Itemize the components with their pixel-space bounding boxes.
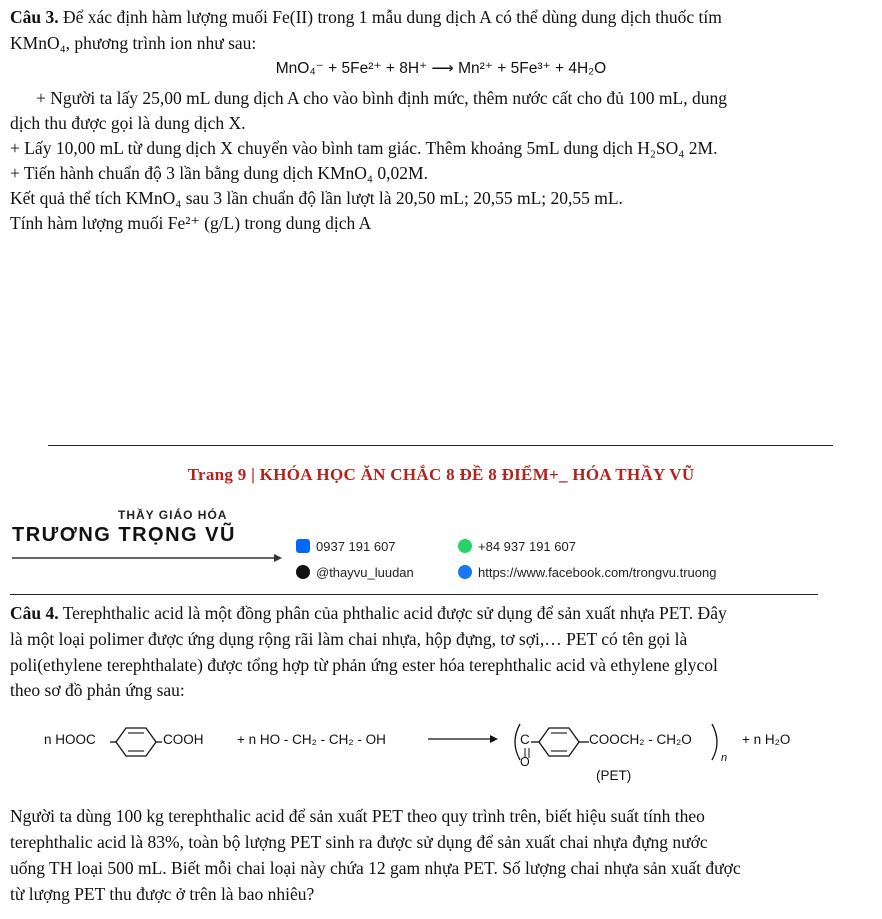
q4-line-1 <box>10 602 727 625</box>
product-carbonyl-oxygen: O <box>520 755 530 769</box>
contact-phone-2[interactable] <box>458 539 576 554</box>
phone-2-text: +84 937 191 607 <box>478 539 576 554</box>
header-name: TRƯƠNG TRỌNG VŨ <box>12 524 236 546</box>
q3-line-5: + Lấy 10,00 mL từ dung dịch X chuyển vào bình tam giác. Thêm khoảng 5mL dung dịch H₂SO₄ 2M. <box>10 138 718 158</box>
q3-line-4: dịch thu được gọi là dung dịch X. <box>10 113 246 133</box>
zalo-icon <box>296 539 310 553</box>
pet-label: (PET) <box>596 768 632 783</box>
whatsapp-icon <box>458 539 472 553</box>
q4-line-4: theo sơ đồ phản ứng sau: <box>10 680 185 700</box>
product-subscript-n: n <box>721 752 728 764</box>
q4-line-7: uống TH loại 500 mL. Biết mỗi chai loại này chứa 12 gam nhựa PET. Số lượng chai nhựa sản xuất được <box>10 858 741 878</box>
q3-text-1: Để xác định hàm lượng muối Fe(II) trong 1 mẫu dung dịch A có thể dùng dung dịch thuốc tím <box>63 7 722 27</box>
facebook-icon <box>458 565 472 579</box>
facebook-text: https://www.facebook.com/trongvu.truong <box>478 565 717 580</box>
tiktok-icon <box>296 565 310 579</box>
q3-line-8: Tính hàm lượng muối Fe²⁺ (g/L) trong dung dịch A <box>10 213 372 233</box>
phone-1-text: 0937 191 607 <box>316 539 396 554</box>
reactant-2: + n HO - CH₂ - CH₂ - OH <box>237 732 386 747</box>
product-water: + n H₂O <box>742 732 791 747</box>
benzene-ring-icon <box>110 725 162 759</box>
product-carbon: C <box>520 732 530 747</box>
contact-facebook[interactable] <box>458 565 716 580</box>
page-divider <box>48 445 833 446</box>
tiktok-text: @thayvu_luudan <box>316 565 414 580</box>
product-ester-chain: COOCH₂ - CH₂O <box>589 732 692 747</box>
header-divider <box>10 594 818 595</box>
q3-equation: MnO₄⁻ + 5Fe²⁺ + 8H⁺ ⟶ Mn²⁺ + 5Fe³⁺ + 4H₂O <box>275 60 607 77</box>
q3-line-7: Kết quả thể tích KMnO₄ sau 3 lần chuẩn độ lần lượt là 20,50 mL; 20,55 mL; 20,55 mL. <box>10 188 623 208</box>
q4-line-5: Người ta dùng 100 kg terephthalic acid để sản xuất PET theo quy trình trên, biết hiệu suất tính theo <box>10 806 705 826</box>
q4-text-1: Terephthalic acid là một đồng phân của phthalic acid được sử dụng để sản xuất nhựa PET. Đây <box>62 603 727 623</box>
product-benzene-ring-icon <box>531 725 589 759</box>
q3-line-6: + Tiến hành chuẩn độ 3 lần bằng dung dịch KMnO₄ 0,02M. <box>10 163 428 183</box>
q4-title: Câu 4. <box>10 603 59 623</box>
header-arrow-icon <box>12 553 282 563</box>
q3-line-1 <box>10 6 722 29</box>
page-footer: Trang 9 | KHÓA HỌC ĂN CHẮC 8 ĐỀ 8 ĐIỂM+_ HÓA THẦY VŨ <box>187 465 695 484</box>
q3-line-3: + Người ta lấy 25,00 mL dung dịch A cho vào bình định mức, thêm nước cất cho đủ 100 mL, dung <box>36 88 727 108</box>
q4-line-2: là một loại polimer được ứng dụng rộng rãi làm chai nhựa, hộp đựng, tơ sợi,… PET có tên gọi là <box>10 629 688 649</box>
contact-tiktok[interactable] <box>296 565 414 580</box>
q3-title: Câu 3. <box>10 7 59 27</box>
contact-phone-1[interactable] <box>296 539 396 554</box>
q3-line-2: KMnO₄, phương trình ion như sau: <box>10 33 257 53</box>
q4-line-8: từ lượng PET thu được ở trên là bao nhiêu? <box>10 884 315 904</box>
q4-line-3: poli(ethylene terephthalate) được tổng hợp từ phản ứng ester hóa terephthalic acid và ethylene glycol <box>10 655 718 675</box>
reactant-1-prefix: n HOOC <box>44 732 96 747</box>
reaction-arrow-icon <box>428 734 498 744</box>
q4-line-6: terephthalic acid là 83%, toàn bộ lượng PET sinh ra được sử dụng để sản xuất chai nhựa đựng nước <box>10 832 708 852</box>
reactant-1-suffix: COOH <box>163 732 204 747</box>
header-subtitle: THẦY GIÁO HÓA <box>118 508 228 522</box>
